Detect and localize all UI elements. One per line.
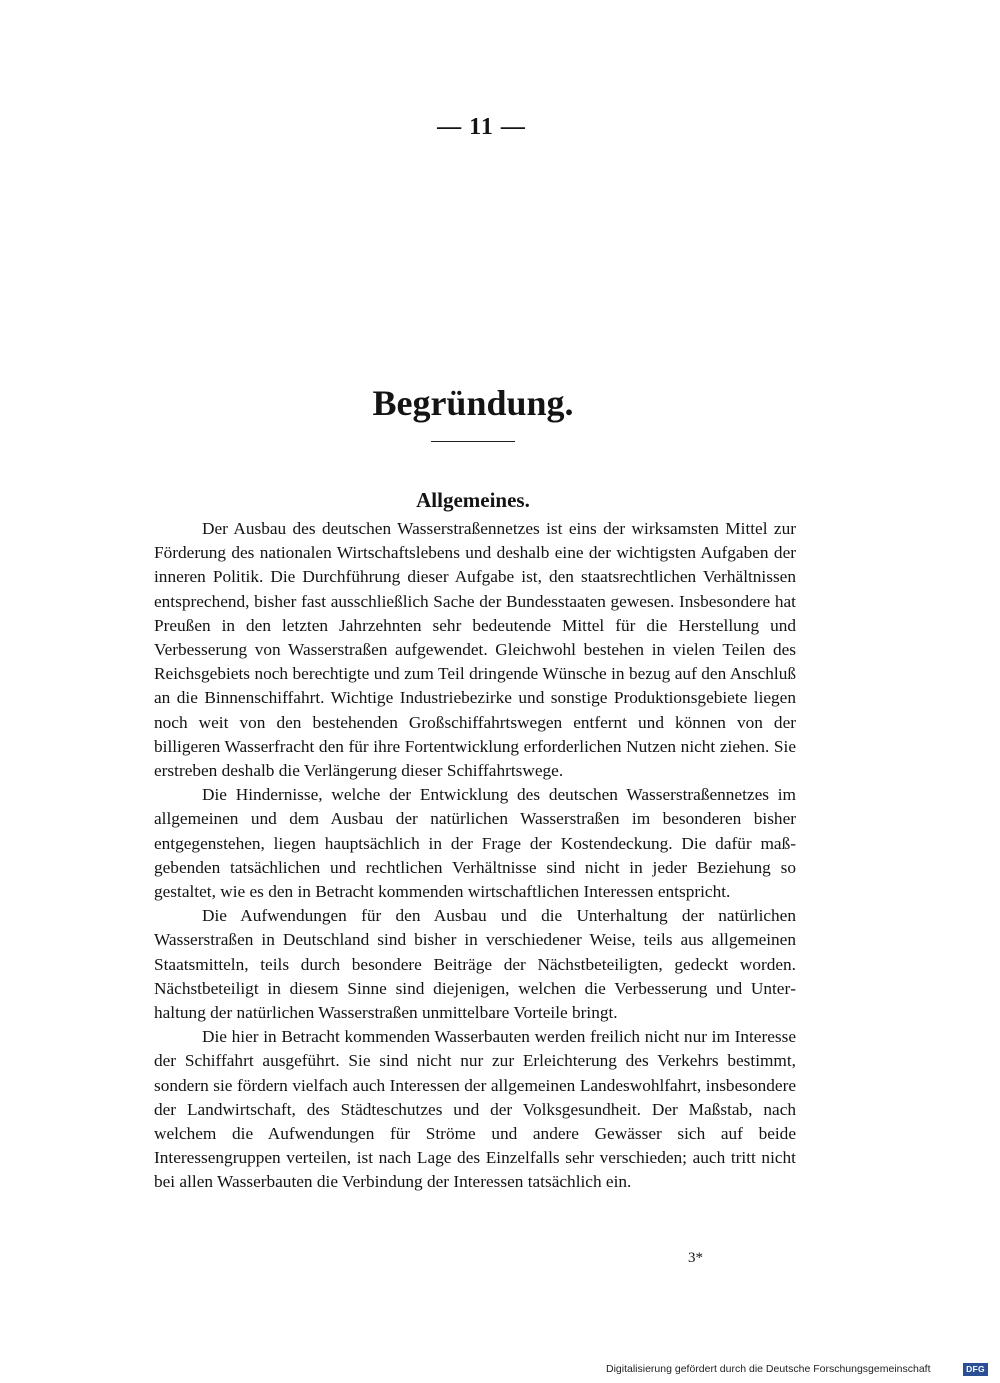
dfg-logo: DFG	[963, 1363, 988, 1376]
page-number: — 11 —	[437, 114, 526, 140]
document-title: Begründung.	[372, 383, 574, 423]
paragraph: Die Aufwendungen für den Ausbau und die Unterhaltung der natürlichen Wasserstraßen in Deutschland sind bisher in verschiedener Weise, teils aus allgemeinen Staatsmitteln, teils durch besondere Beiträge der Nächstbeteiligten, gedeckt worden. Nächstbeteiligt in diesem Sinne sind diejenigen, welchen die Verbesserung und Unterhaltung der natürlichen Wasserstraßen unmittelbare Vorteile bringt.	[154, 906, 796, 1023]
footer-credit: Digitalisierung gefördert durch die Deutsche Forschungsgemeinschaft	[606, 1363, 931, 1375]
title-rule	[431, 441, 515, 442]
paragraph: Die hier in Betracht kommenden Wasserbauten werden freilich nicht nur im Interesse der Schiffahrt ausgeführt. Sie sind nicht nur zur Erleichterung des Verkehrs bestimmt, sondern sie fördern vielfach auch Interessen der allgemeinen Landeswohlfahrt, insbesondere der Landwirtschaft, des Städteschutzes und der Volksgesundheit. Der Maßstab, nach welchem die Aufwendungen für Ströme und andere Gewässer sich auf beide Interessengruppen verteilen, ist nach Lage des Einzelfalls sehr verschieden; auch tritt nicht bei allen Wasserbauten die Verbindung der Interessen tatsächlich ein.	[154, 1027, 796, 1192]
signature-mark: 3*	[688, 1250, 703, 1266]
paragraph: Der Ausbau des deutschen Wasserstraßennetzes ist eins der wirksamsten Mittel zur Förderung des nationalen Wirtschaftslebens und deshalb eine der wichtigsten Aufgaben der inneren Politik. Die Durchführung dieser Aufgabe ist, den staatsrechtlichen Verhältnissen entsprechend, bisher fast ausschließlich Sache der Bundesstaaten gewesen. Insbesondere hat Preußen in den letzten Jahrzehnten sehr bedeutende Mittel für die Herstellung und Verbesserung von Wasserstraßen aufgewendet. Gleichwohl bestehen in vielen Teilen des Reichsgebiets noch berechtigte und zum Teil dringende Wünsche in bezug auf den Anschluß an die Binnenschiffahrt. Wichtige Industriebezirke und sonstige Produktionsgebiete liegen noch weit von den bestehenden Großschiffahrtswegen entfernt und können von der billigeren Wasserfracht den für ihre Fortentwicklung erforderlichen Nutzen nicht ziehen. Sie erstreben deshalb die Verlängerung dieser Schiffahrtswege.	[154, 519, 796, 781]
section-heading: Allgemeines.	[416, 488, 530, 512]
body-text	[154, 517, 796, 1195]
paragraph: Die Hindernisse, welche der Entwicklung des deutschen Wasserstraßennetzes im allgemeinen und dem Ausbau der natürlichen Wasserstraßen im besonderen bisher entgegenstehen, liegen hauptsächlich in der Frage der Kostendeckung. Die dafür maßgebenden tatsächlichen und rechtlichen Verhältnisse sind nicht in jeder Beziehung so gestaltet, wie es den in Betracht kommenden wirtschaftlichen Interessen entspricht.	[154, 785, 796, 902]
